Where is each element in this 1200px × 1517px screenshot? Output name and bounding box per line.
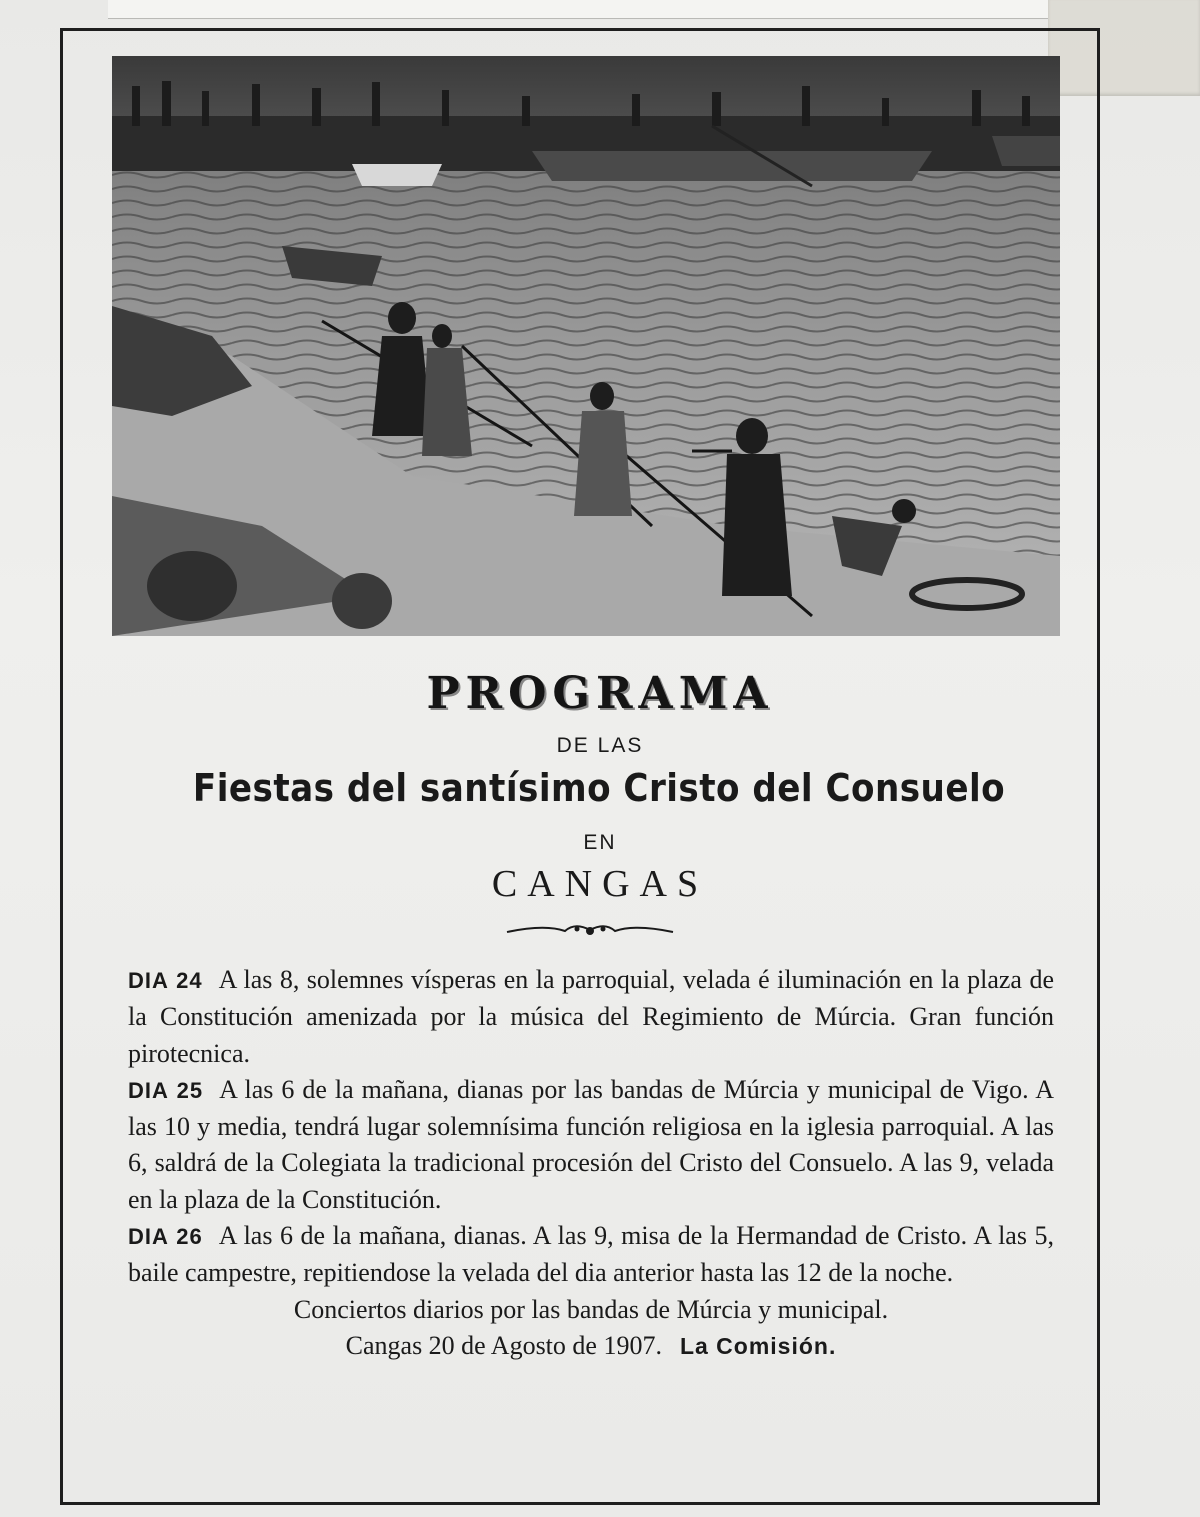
program-day-26 [128, 1218, 1054, 1292]
ornament-divider [505, 918, 675, 944]
subtitle-en: EN [583, 831, 617, 854]
program-day-24 [128, 962, 1054, 1072]
signature: La Comisión. [679, 1332, 837, 1359]
date-text: Cangas 20 de Agosto de 1907. [345, 1330, 662, 1360]
day-label: DIA 25 [128, 1077, 204, 1103]
day-label: DIA 26 [128, 1224, 203, 1250]
program-title: PROGRAMA [426, 668, 774, 719]
program-day-25 [128, 1072, 1054, 1218]
harbor-photograph [112, 56, 1060, 636]
day-label: DIA 24 [128, 968, 203, 993]
signature-line [128, 1328, 1054, 1364]
day-text: A las 6 de la mañana, dianas. A las 9, misa de la Hermandad de Cristo. A las 5, baile campestre, repitiendose la velada del dia anterior hasta las 12 de la noche. [128, 1221, 1055, 1288]
concerts-note: Conciertos diarios por las bandas de Múrcia y municipal. [293, 1294, 889, 1324]
program-body [128, 962, 1054, 1364]
day-text: A las 8, solemnes vísperas en la parroquial, velada é iluminación en la plaza de la Constitución amenizada por la música del Regimiento de Múrcia. Gran función pirotecnica. [128, 965, 1054, 1068]
subtitle-de-las: DE LAS [556, 734, 644, 757]
day-text: A las 6 de la mañana, dianas por las bandas de Múrcia y municipal de Vigo. A las 10 y media, tendrá lugar solemnísima función religiosa en la iglesia parroquial. A las 6, saldrá de la Colegiata la tradicional procesión del Cristo del Consuelo. A las 9, velada en la plaza de la Constitución. [128, 1074, 1055, 1214]
festival-name: Fiestas del santísimo Cristo del Consuelo [192, 766, 1006, 810]
top-paper-strip [108, 0, 1048, 19]
town-name: CANGAS [491, 863, 709, 905]
